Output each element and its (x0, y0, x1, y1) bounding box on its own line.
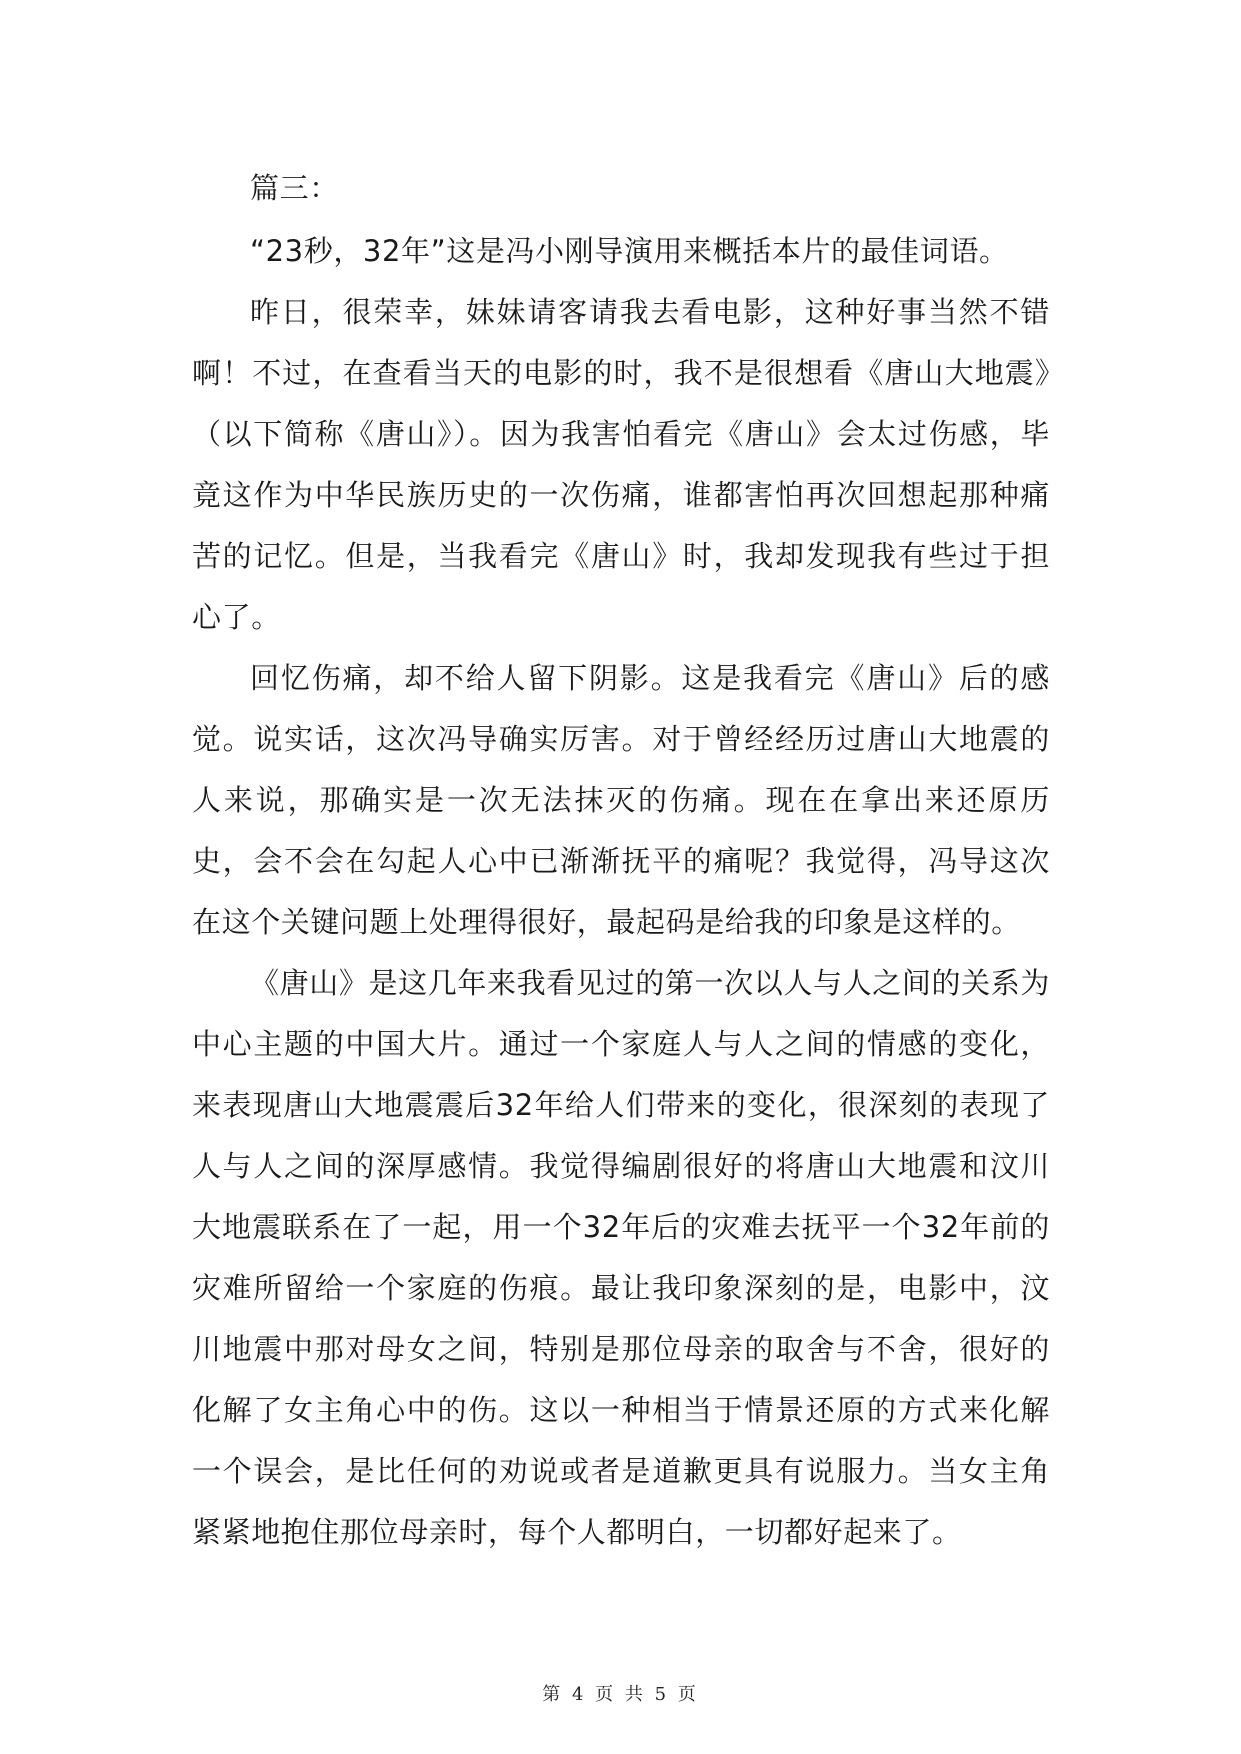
section-heading: 篇三： (250, 171, 339, 205)
page-number-footer: 第 4 页 共 5 页 (542, 1684, 699, 1705)
paragraph-4: 《唐山》是这几年来我看见过的第一次以人与人之间的关系为中心主题的中国大片。通过一个家庭人与人之间的情感的变化，来表现唐山大地震震后32年给人们带来的变化，很深刻的表现了人与人之间的深厚感情。我觉得编剧很好的将唐山大地震和汶川大地震联系在了一起，用一个32年后的灾难去抚平一个32年前的灾难所留给一个家庭的伤痕。最让我印象深刻的是，电影中，汶川地震中那对母女之间，特别是那位母亲的取舍与不舍，很好的化解了女主角心中的伤。这以一种相当于情景还原的方式来化解一个误会，是比任何的劝说或者是道歉更具有说服力。当女主角紧紧地抱住那位母亲时，每个人都明白，一切都好起来了。 (192, 966, 1050, 1549)
paragraph-3: 回忆伤痛，却不给人留下阴影。这是我看完《唐山》后的感觉。说实话，这次冯导确实厉害。对于曾经经历过唐山大地震的人来说，那确实是一次无法抹灭的伤痛。现在在拿出来还原历史，会不会在勾起人心中已渐渐抚平的痛呢？我觉得，冯导这次在这个关键问题上处理得很好，最起码是给我的印象是这样的。 (192, 661, 1050, 939)
paragraph-2: 昨日，很荣幸，妹妹请客请我去看电影，这种好事当然不错啊！不过，在查看当天的电影的时，我不是很想看《唐山大地震》（以下简称《唐山》）。因为我害怕看完《唐山》会太过伤感，毕竟这作为中华民族历史的一次伤痛，谁都害怕再次回想起那种痛苦的记忆。但是，当我看完《唐山》时，我却发现我有些过于担心了。 (192, 295, 1050, 634)
paragraph-1: “23秒，32年”这是冯小刚导演用来概括本片的最佳词语。 (250, 234, 1009, 268)
document-body (192, 158, 1050, 1563)
